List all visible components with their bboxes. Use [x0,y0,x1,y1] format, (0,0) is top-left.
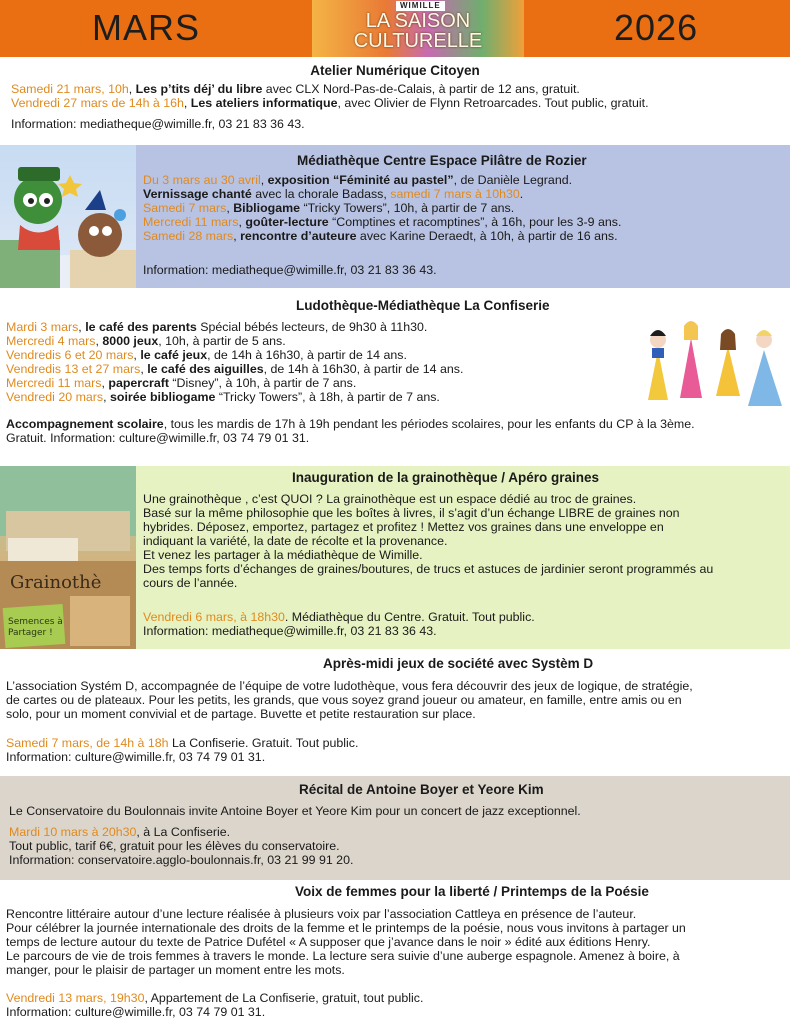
section-title: Inauguration de la grainothèque / Apéro graines [292,470,600,485]
section-title: Atelier Numérique Citoyen [310,63,480,78]
paragraph-line: Le Conservatoire du Boulonnais invite Antoine Boyer et Yeore Kim pour un concert de jazz exceptionnel. [9,804,581,818]
sign-line-2: Partager ! [8,628,53,638]
event-line: Mardi 10 mars à 20h30, à La Confiserie. [9,825,231,839]
section-mediatheque-centre [0,145,790,288]
sign-line-1: Semences à [8,617,63,627]
section-title: Voix de femmes pour la liberté / Printemps de la Poésie [295,884,649,899]
section-voix-de-femmes [0,880,790,1024]
info-line: Gratuit. Information: culture@wimille.fr, 03 74 79 01 31. [6,431,310,445]
section-atelier-numerique [0,57,790,145]
event-line: Vendredi 6 mars, à 18h30. Médiathèque du Centre. Gratuit. Tout public. [143,610,535,624]
princess-figurines-image [636,310,790,410]
section-title: Médiathèque Centre Espace Pilâtre de Rozier [297,153,587,168]
paragraph-line: Pour célébrer la journée internationale des droits de la femme et le printemps de la poésie, nous vous invitons à partager un [6,921,686,935]
info-line: Information: culture@wimille.fr, 03 74 79 01 31. [6,750,266,764]
info-line: Information: mediatheque@wimille.fr, 03 21 83 36 43. [143,263,437,277]
section-title: Récital de Antoine Boyer et Yeore Kim [299,782,544,797]
event-line: Mercredi 4 mars, 8000 jeux, 10h, à partir de 5 ans. [6,334,286,348]
logo-line-2: CULTURELLE [353,30,483,52]
paragraph-line: indiquant la variété, la date de récolte et la provenance. [143,534,448,548]
paragraph-line: solo, pour un moment convivial et de partage. Buvette et petite restauration sur place. [6,707,476,721]
paragraph-line: Tout public, tarif 6€, gratuit pour les élèves du conservatoire. [9,839,340,853]
paragraph-line: cours de l’année. [143,576,238,590]
section-title: Après-midi jeux de société avec Systèm D [323,656,594,671]
event-line: Vendredis 6 et 20 mars, le café jeux, de 14h à 16h30, à partir de 14 ans. [6,348,407,362]
paragraph-line: Basé sur la même philosophie que les boîtes à livres, il s’agit d’un échange LIBRE de graines non [143,506,680,520]
event-line: Mercredi 11 mars, papercraft “Disney”, à 10h, à partir de 7 ans. [6,376,357,390]
paragraph-line: temps de lecture autour du texte de Patrice Dufétel « A supposer que j’avance dans le noir » édité aux éditions Henry. [6,935,651,949]
section-jeux-societe [0,649,790,776]
page-header [0,0,790,57]
paragraph-line: Et venez les partager à la médiathèque de Wimille. [143,548,423,562]
event-line: Vendredi 20 mars, soirée bibliogame “Tricky Towers”, à 18h, à partir de 7 ans. [6,390,440,404]
paragraph-line: Une grainothèque , c’est QUOI ? La grainothèque est un espace dédié au troc de graines. [143,492,637,506]
section-grainotheque [0,466,790,649]
event-line: Vernissage chanté avec la chorale Badass, samedi 7 mars à 10h30. [143,187,524,201]
event-line: Samedi 7 mars, Bibliogame “Tricky Towers”, 10h, à partir de 7 ans. [143,201,515,215]
year-title: 2026 [614,7,699,48]
paragraph-line: Le parcours de vie de trois femmes à travers le monde. La lecture sera suivie d’une auberge espagnole. Amenez à boire, à [6,949,680,963]
event-line: Mercredi 11 mars, goûter-lecture “Comptines et racomptines”, à 16h, pour les 3-9 ans. [143,215,622,229]
month-title: MARS [92,7,201,48]
crate-label: Grainothè [10,572,102,593]
event-line: Samedi 28 mars, rencontre d’auteure avec Karine Deraedt, à 10h, à partir de 16 ans. [143,229,618,243]
event-line: Samedi 7 mars, de 14h à 18h La Confiserie. Gratuit. Tout public. [6,736,359,750]
paragraph-line: Des temps forts d’échanges de graines/boutures, de trucs et astuces de jardinier seront programmés au [143,562,714,576]
saison-culturelle-logo [312,0,524,57]
logo-top-text: WIMILLE [396,1,445,11]
logo-line-1: LA SAISON [365,10,471,32]
paragraph-line: de cartes ou de plateaux. Pour les petits, les grands, que vous soyez grand joueur ou amateur, en famille, entre amis ou en [6,693,682,707]
grainotheque-photo [0,466,136,649]
event-line: Du 3 mars au 30 avril, exposition “Féminité au pastel”, de Danièle Legrand. [143,173,573,187]
paragraph-line: hybrides. Déposez, emportez, partagez et profitez ! Mettez vos graines dans une enveloppe en [143,520,664,534]
event-line: Mardi 3 mars, le café des parents Spécial bébés lecteurs, de 9h30 à 11h30. [6,320,428,334]
info-line: Information: culture@wimille.fr, 03 74 79 01 31. [6,1005,266,1019]
cartoon-illustration [0,145,136,288]
paragraph-line: Rencontre littéraire autour d’une lecture réalisée à plusieurs voix par l’association Cattleya en présence de l’auteur. [6,907,637,921]
info-line: Information: mediatheque@wimille.fr, 03 21 83 36 43. [11,117,305,131]
paragraph-line: L’association Systém D, accompagnée de l’équipe de votre ludothèque, vous fera découvrir des jeux de logique, de stratégie, [6,679,693,693]
event-line: Vendredi 27 mars de 14h à 16h, Les ateliers informatique, avec Olivier de Flynn Retroarcades. Tout public, gratuit. [11,96,649,110]
section-recital [0,776,790,880]
section-title: Ludothèque-Médiathèque La Confiserie [296,298,550,313]
paragraph-line: manger, pour le plaisir de partager un moment entre les mots. [6,963,345,977]
event-line: Accompagnement scolaire, tous les mardis de 17h à 19h pendant les périodes scolaires, pour les enfants du CP à la 3ème. [6,417,695,431]
info-line: Information: mediatheque@wimille.fr, 03 21 83 36 43. [143,624,437,638]
event-line: Vendredis 13 et 27 mars, le café des aiguilles, de 14h à 16h30, à partir de 14 ans. [6,362,464,376]
info-line: Information: conservatoire.agglo-boulonnais.fr, 03 21 99 91 20. [9,853,354,867]
event-line: Samedi 21 mars, 10h, Les p’tits déj’ du libre avec CLX Nord-Pas-de-Calais, à partir de 12 ans, gratuit. [11,82,580,96]
event-line: Vendredi 13 mars, 19h30, Appartement de La Confiserie, gratuit, tout public. [6,991,424,1005]
